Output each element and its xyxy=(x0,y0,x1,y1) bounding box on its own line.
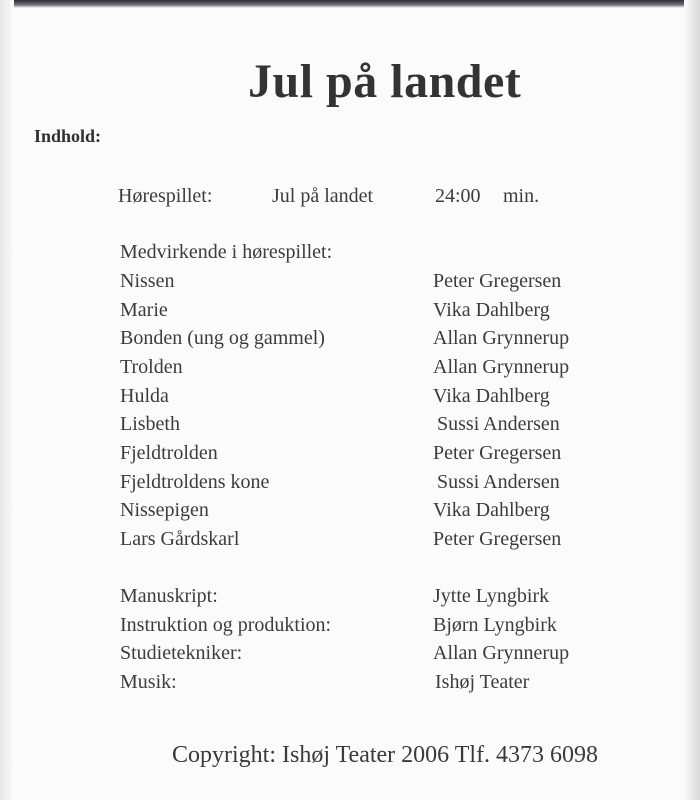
credit-role: Studietekniker: xyxy=(120,642,243,664)
cast-role: Fjeldtroldens kone xyxy=(120,471,270,493)
right-edge-shadow xyxy=(684,0,700,800)
play-duration: 24:00 xyxy=(435,185,481,207)
cast-actor: Vika Dahlberg xyxy=(433,499,550,521)
cast-actor: Peter Gregersen xyxy=(433,442,562,464)
cast-role: Trolden xyxy=(120,356,183,378)
cast-actor: Allan Grynnerup xyxy=(433,327,570,349)
cast-actor: Sussi Andersen xyxy=(437,413,560,435)
credit-name: Bjørn Lyngbirk xyxy=(433,614,557,636)
cast-actor: Allan Grynnerup xyxy=(433,356,570,378)
cast-heading: Medvirkende i hørespillet: xyxy=(120,241,333,263)
play-duration-unit: min. xyxy=(503,185,540,207)
contents-heading: Indhold: xyxy=(34,126,102,146)
cast-actor: Vika Dahlberg xyxy=(433,385,550,407)
credit-name: Jytte Lyngbirk xyxy=(433,585,550,607)
page-title: Jul på landet xyxy=(248,55,522,108)
copyright-notice: Copyright: Ishøj Teater 2006 Tlf. 4373 6098 xyxy=(172,742,599,768)
cast-actor: Vika Dahlberg xyxy=(433,299,550,321)
cast-actor: Peter Gregersen xyxy=(433,270,562,292)
credit-name: Ishøj Teater xyxy=(435,671,530,693)
cast-role: Nissepigen xyxy=(120,499,209,521)
cast-role: Bonden (ung og gammel) xyxy=(120,327,325,349)
play-label: Hørespillet: xyxy=(118,185,213,207)
cast-role: Nissen xyxy=(120,270,175,292)
cast-actor: Sussi Andersen xyxy=(437,471,560,493)
credit-role: Musik: xyxy=(120,671,177,693)
cast-role: Marie xyxy=(120,299,168,321)
play-name: Jul på landet xyxy=(272,185,374,207)
credit-name: Allan Grynnerup xyxy=(433,642,570,664)
cast-role: Lars Gårdskarl xyxy=(120,528,240,550)
credit-role: Manuskript: xyxy=(120,585,218,607)
top-edge-shadow xyxy=(0,0,700,8)
cast-role: Fjeldtrolden xyxy=(120,442,218,464)
cast-role: Lisbeth xyxy=(120,413,180,435)
cast-role: Hulda xyxy=(120,385,169,407)
left-edge-shadow xyxy=(0,0,14,800)
cast-actor: Peter Gregersen xyxy=(433,528,562,550)
credit-role: Instruktion og produktion: xyxy=(120,614,332,636)
